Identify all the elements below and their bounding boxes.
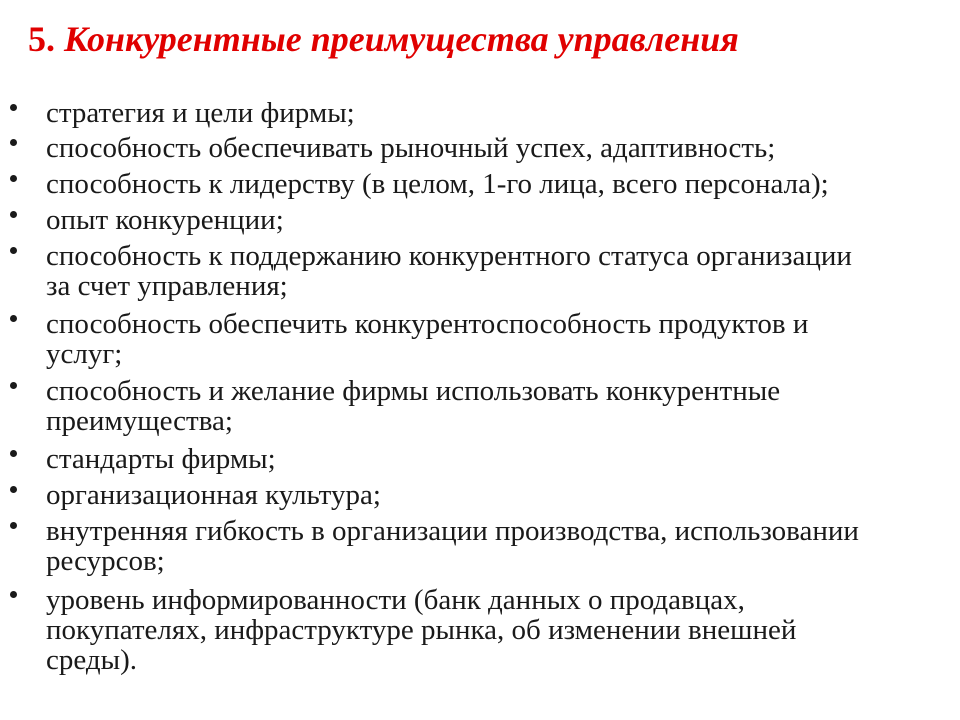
bullet-dot-icon [10, 104, 17, 111]
bullet-dot-icon [10, 382, 17, 389]
bullet-text: способность к поддержанию конкурентного статуса организации за счет управления; [46, 240, 852, 302]
bullet-text: способность обеспечить конкурентоспособность продуктов и услуг; [46, 308, 809, 370]
title-number: 5. [28, 19, 55, 59]
bullet-dot-icon [10, 211, 17, 218]
bullet-dot-icon [10, 522, 17, 529]
slide-title [28, 16, 739, 62]
bullet-dot-icon [10, 591, 17, 598]
title-text: Конкурентные преимущества управления [64, 19, 739, 59]
bullet-dot-icon [10, 450, 17, 457]
bullet-text: стандарты фирмы; [46, 443, 276, 475]
bullet-text: организационная культура; [46, 479, 381, 511]
bullet-dot-icon [10, 175, 17, 182]
bullet-dot-icon [10, 139, 17, 146]
bullet-text: способность к лидерству (в целом, 1-го лица, всего персонала); [46, 168, 829, 200]
bullet-text: опыт конкуренции; [46, 204, 284, 236]
bullet-dot-icon [10, 486, 17, 493]
bullet-text: уровень информированности (банк данных о продавцах, покупателях, инфраструктуре рынка, об изменении внешней среды). [46, 584, 797, 676]
bullet-text: внутренняя гибкость в организации производства, использовании ресурсов; [46, 515, 859, 577]
bullet-dot-icon [10, 247, 17, 254]
bullet-dot-icon [10, 315, 17, 322]
bullet-text: способность и желание фирмы использовать конкурентные преимущества; [46, 375, 781, 437]
bullet-text: способность обеспечивать рыночный успех, адаптивность; [46, 132, 776, 164]
bullet-text: стратегия и цели фирмы; [46, 97, 355, 129]
